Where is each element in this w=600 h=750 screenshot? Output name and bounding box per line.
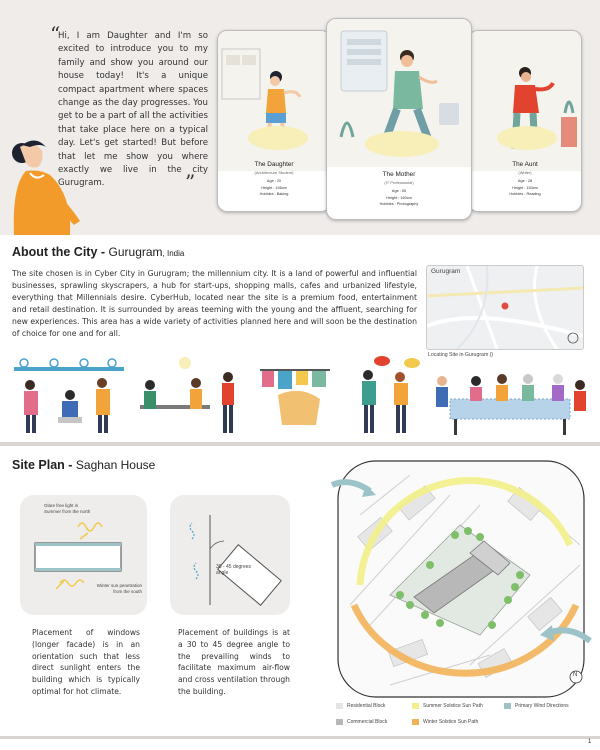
north-arrow: N bbox=[573, 672, 578, 678]
character-name: The Daughter bbox=[254, 161, 294, 168]
about-heading-country: , India bbox=[162, 249, 185, 258]
wind-diagram-graphic bbox=[170, 495, 290, 615]
about-heading-city: Gurugram bbox=[108, 245, 163, 259]
winter-sun-note: Winter sun penetration from the south bbox=[96, 583, 142, 594]
city-activities-illustration bbox=[10, 355, 590, 440]
legend-item-commercial bbox=[336, 719, 387, 725]
character-hobbies: Hobbies : Reading bbox=[509, 192, 541, 196]
close-quote-mark: ” bbox=[185, 170, 196, 194]
site-plan-drawing bbox=[330, 455, 592, 705]
legend-label: Residential Block bbox=[347, 703, 386, 709]
legend-item-wind bbox=[504, 703, 569, 709]
character-role: (Architecture Student) bbox=[254, 170, 294, 175]
legend-label: Commercial Block bbox=[347, 719, 388, 725]
legend-item-winter-sun bbox=[412, 719, 478, 725]
about-heading bbox=[12, 245, 184, 259]
map-label: Gurugram bbox=[431, 268, 461, 275]
character-card-daughter bbox=[217, 30, 331, 212]
character-hobbies: Hobbies : Photography bbox=[379, 202, 419, 206]
wind-angle-diagram bbox=[170, 495, 290, 615]
footer-rule bbox=[0, 736, 600, 739]
about-heading-label: About the City - bbox=[12, 245, 109, 259]
character-name: The Mother bbox=[382, 171, 416, 178]
character-card-aunt bbox=[468, 30, 582, 212]
map-caption: Locating Site in Gurugram () bbox=[428, 352, 494, 358]
character-role: (IT Professional) bbox=[384, 180, 414, 185]
site-plan-graphic bbox=[330, 455, 592, 705]
legend-swatch bbox=[336, 719, 343, 725]
about-text: The site chosen is in Cyber City in Gurugram; the millennium city. It is a land of powerful and influential businesses, sprawling skyscrapers, a hub for start-ups, shopping malls, cafes and urbanized lifestyle, everything that Millennials desire. CyberHub, located near the site is a premium food, entertainment and retail destination. It is surrounded by areas teeming with the young and the affluent, searching for new experiences. This area has a wide variety of activities planned here and will soon be the destination of choice for one and for all. bbox=[12, 269, 417, 338]
legend-swatch bbox=[412, 719, 419, 725]
character-card-mother bbox=[326, 18, 472, 220]
map-graphic bbox=[427, 266, 583, 349]
site-plan-heading-label: Site Plan - bbox=[12, 458, 76, 472]
building-placement-text: Placement of buildings is at a 30 to 45 degree angle to the prevailing winds to facilitate maximum air-flow and cross ventilation through the building. bbox=[178, 628, 290, 696]
character-height: Height : 153cm bbox=[512, 185, 538, 190]
angle-note: 30 - 45 degrees angle bbox=[216, 564, 252, 576]
window-orientation-diagram bbox=[20, 495, 147, 615]
character-role: (Writer) bbox=[518, 170, 532, 175]
character-height: Height : 160cm bbox=[386, 195, 412, 200]
daughter-illustration bbox=[218, 31, 330, 171]
site-location-map bbox=[426, 265, 584, 350]
character-age: Age : 20 bbox=[266, 179, 282, 183]
character-height: Height : 156cm bbox=[261, 185, 287, 190]
character-age: Age : 50 bbox=[391, 189, 407, 193]
legend-swatch bbox=[412, 703, 419, 709]
site-plan-heading-name: Saghan House bbox=[75, 458, 156, 472]
character-hobbies: Hobbies : Baking bbox=[259, 192, 289, 196]
window-placement-text: Placement of windows (longer facade) is in an orientation such that less direct sunlight enters the building which is typically optimal for hot climate. bbox=[32, 628, 140, 696]
legend-swatch bbox=[336, 703, 343, 709]
legend-label: Winter Solstice Sun Path bbox=[423, 719, 479, 725]
section-divider bbox=[0, 442, 600, 446]
aunt-illustration bbox=[469, 31, 581, 171]
open-quote-mark: “ bbox=[50, 22, 61, 46]
legend-item-residential bbox=[336, 703, 385, 709]
legend-swatch bbox=[504, 703, 511, 709]
legend-item-summer-sun bbox=[412, 703, 483, 709]
page-number: 1 bbox=[588, 739, 592, 745]
character-name: The Aunt bbox=[512, 161, 538, 168]
intro-quote: Hi, I am Daughter and I'm so excited to introduce you to my family and show you around our house today! It's a unique compact apartment where spaces change as the day progresses. You get to be a part of all the activities that take place here on a typical day. Let's get started! But before that let me show you where exactly we live in the city Gurugram. bbox=[58, 31, 208, 189]
character-age: Age : 28 bbox=[517, 179, 533, 183]
legend-label: Summer Solstice Sun Path bbox=[423, 703, 483, 709]
legend-label: Primary Wind Directions bbox=[515, 703, 569, 709]
site-plan-heading bbox=[12, 458, 155, 472]
summer-light-note: Glare free light in Summer from the north bbox=[44, 503, 91, 514]
